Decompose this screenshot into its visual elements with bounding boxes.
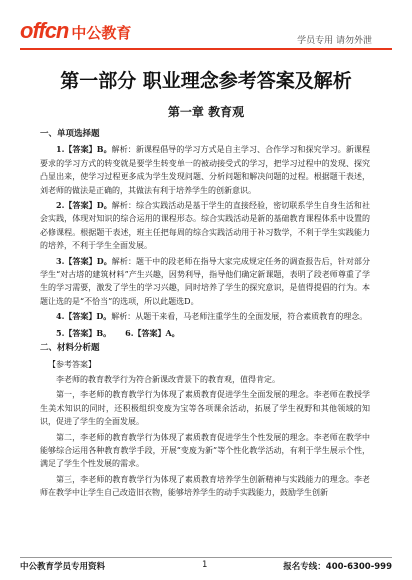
- answer-6: 6.【答案】A。: [125, 327, 180, 338]
- footer-left-text: 中公教育学员专用资料: [20, 562, 106, 572]
- logo-chinese-text: 中公教育: [71, 24, 132, 42]
- logo-latin-text: offcn: [20, 18, 69, 43]
- header-note: 学员专用 请勿外泄: [297, 36, 372, 46]
- answer-3-text: 解析：题干中的段老师在指导大家完成规定任务的调查报告后，针对部分学生“对古塔的建筑材料”产生兴趣，因势利导，指导他们确定新课题，表明了段老师尊重了学生的学习需要，激发了学生的学习兴趣，同时培养了学生的探究意识，是值得提倡的行为。本题让选的是“不恰当”的选项，所以此题选D。: [40, 256, 370, 306]
- material-para-1: 李老师的教育教学行为符合新课改背景下的教育观，值得肯定。: [56, 374, 280, 384]
- section-heading-single-choice: 一、单项选择题: [40, 129, 100, 139]
- header-divider: [20, 48, 392, 50]
- answer-3-label: 3.【答案】D。: [56, 255, 112, 266]
- footer-divider: [20, 557, 392, 558]
- chapter-title: 第一章 教育观: [167, 105, 245, 119]
- answer-2-text: 解析：综合实践活动是基于学生的直接经验，密切联系学生自身生活和社会实践，体现对知识的综合运用的课程形态。综合实践活动是新的基础教育课程体系中设置的必修课程。根据题干表述，班主任把每周的综合实践活动用于补习数学，不利于学生实践能力的培养，不利于学生全面发展。: [40, 201, 370, 251]
- footer-hotline: 报名专线：400-6300-999: [283, 562, 392, 572]
- material-para-2: 第一，李老师的教育教学行为体现了素质教育促进学生全面发展的理念。李老师在教授学生美术知识的同时，还积极组织变废为宝等各项课余活动，拓展了学生视野和其他领域的知识，促进了学生的全面发展。: [40, 390, 370, 427]
- page-header: [0, 0, 412, 50]
- section-heading-material: 二、材料分析题: [40, 343, 100, 354]
- answer-4-text: 解析：从题干来看，马老师注重学生的全面发展，符合素质教育的理念。: [111, 312, 368, 322]
- answer-3: [40, 255, 370, 309]
- page-number: 1: [202, 560, 208, 570]
- answer-4: [40, 310, 370, 323]
- answer-2-label: 2.【答案】D。: [56, 200, 112, 211]
- answer-1-text: 解析：新课程倡导的学习方式是自主学习、合作学习和探究学习。新课程要求的学习方式的转变就是要学生转变单一的被动接受式的学习，把学习过程中的发现、探究凸显出来，使学习过程更多成为学生发现问题、分析问题和解决问题的过程。根据题干表述，刘老师的做法是正确的，其做法有利于培养学生的创新意识。: [40, 145, 370, 195]
- offcn-logo: [20, 18, 131, 44]
- page-footer: [20, 560, 392, 574]
- reference-answer-label: 【参考答案】: [48, 359, 96, 369]
- material-para-3: 第二，李老师的教育教学行为体现了素质教育促进学生个性发展的理念。李老师在教学中能够综合运用各种教育教学手段，开展“变废为新”等个性化教学活动，有利于学生展示个性，满足了学生个性发展的需求。: [40, 432, 370, 469]
- answers-5-6-row: [40, 327, 370, 340]
- answer-5: 5.【答案】B。: [56, 327, 112, 338]
- answer-1-label: 1.【答案】B。: [56, 144, 112, 155]
- answer-1: [40, 143, 370, 197]
- page-title: 第一部分 职业理念参考答案及解析: [60, 70, 352, 92]
- answer-4-label: 4.【答案】D。: [56, 311, 112, 322]
- document-body: [40, 126, 370, 502]
- material-para-4: 第三，李老师的教育教学行为体现了素质教育培养学生创新精神与实践能力的理念。李老师在教学中让学生自己改造旧衣物，能够培养学生的动手实践能力，鼓励学生创新: [40, 474, 370, 498]
- answer-2: [40, 199, 370, 253]
